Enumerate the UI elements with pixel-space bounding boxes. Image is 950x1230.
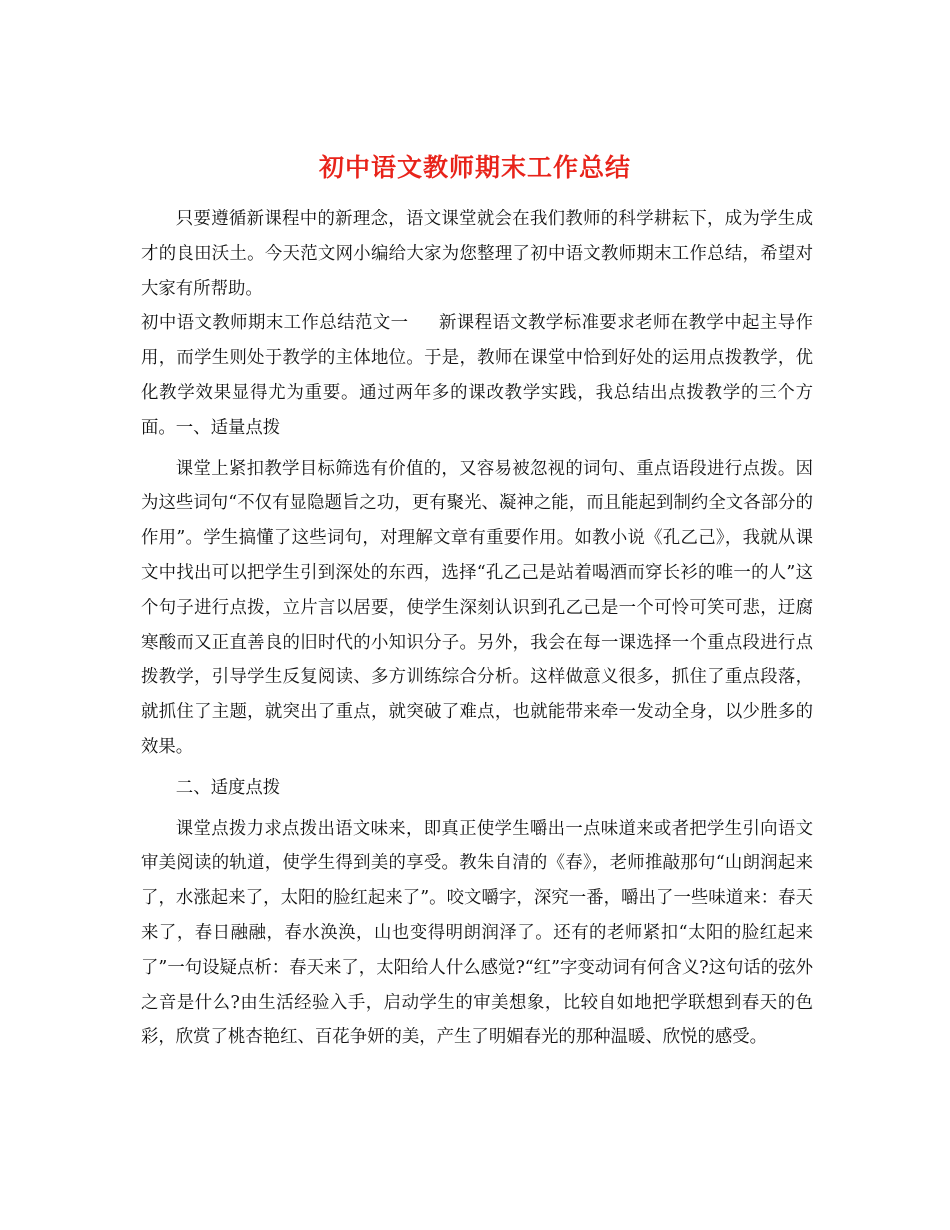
section-one-text: 新课程语文教学标准要求老师在教学中起主导作用，而学生则处于教学的主体地位。于是，教师在课堂中恰到好处的运用点拨教学，优化教学效果显得尤为重要。通过两年多的课改教学实践，我总结出点拨教学的三个方面。一、适量点拨 [141, 313, 813, 438]
point-two-paragraph: 课堂点拨力求点拨出语文味来，即真正使学生嚼出一点味道来或者把学生引向语文审美阅读的轨道，使学生得到美的享受。教朱自清的《春》，老师推敲那句“山朗润起来了，水涨起来了，太阳的脸红起来了”。咬文嚼字，深究一番，嚼出了一些味道来：春天来了，春日融融，春水涣涣，山也变得明朗润泽了。还有的老师紧扣“太阳的脸红起来了”一句设疑点析：春天来了，太阳给人什么感觉?“红”字变动词有何含义?这句话的弦外之音是什么?由生活经验入手，启动学生的审美想象，比较自如地把学联想到春天的色彩，欣赏了桃杏艳红、百花争妍的美，产生了明媚春光的那种温暖、欣悦的感受。 [141, 818, 813, 1048]
document-body [141, 202, 813, 1055]
section-one-paragraph [141, 306, 813, 445]
point-one-paragraph: 课堂上紧扣教学目标筛选有价值的，又容易被忽视的词句、重点语段进行点拨。因为这些词句“不仅有显隐题旨之功，更有聚光、凝神之能，而且能起到制约全文各部分的作用”。学生搞懂了这些词句，对理解文章有重要作用。如教小说《孔乙己》，我就从课文中找出可以把学生引到深处的东西，选择“孔乙己是站着喝酒而穿长衫的唯一的人”这个句子进行点拨，立片言以居要，使学生深刻认识到孔乙己是一个可怜可笑可悲，迂腐寒酸而又正直善良的旧时代的小知识分子。另外，我会在每一课选择一个重点段进行点拨教学，引导学生反复阅读、多方训练综合分析。这样做意义很多，抓住了重点段落，就抓住了主题，就突出了重点，就突破了难点，也就能带来牵一发动全身，以少胜多的效果。 [141, 458, 813, 757]
section-one-heading: 初中语文教师期末工作总结范文一 [141, 313, 409, 334]
point-two-heading: 二、适度点拨 [175, 777, 281, 798]
document-title: 初中语文教师期末工作总结 [318, 152, 631, 182]
intro-paragraph: 只要遵循新课程中的新理念，语文课堂就会在我们教师的科学耕耘下，成为学生成才的良田沃土。今天范文网小编给大家为您整理了初中语文教师期末工作总结，希望对大家有所帮助。 [141, 209, 813, 299]
